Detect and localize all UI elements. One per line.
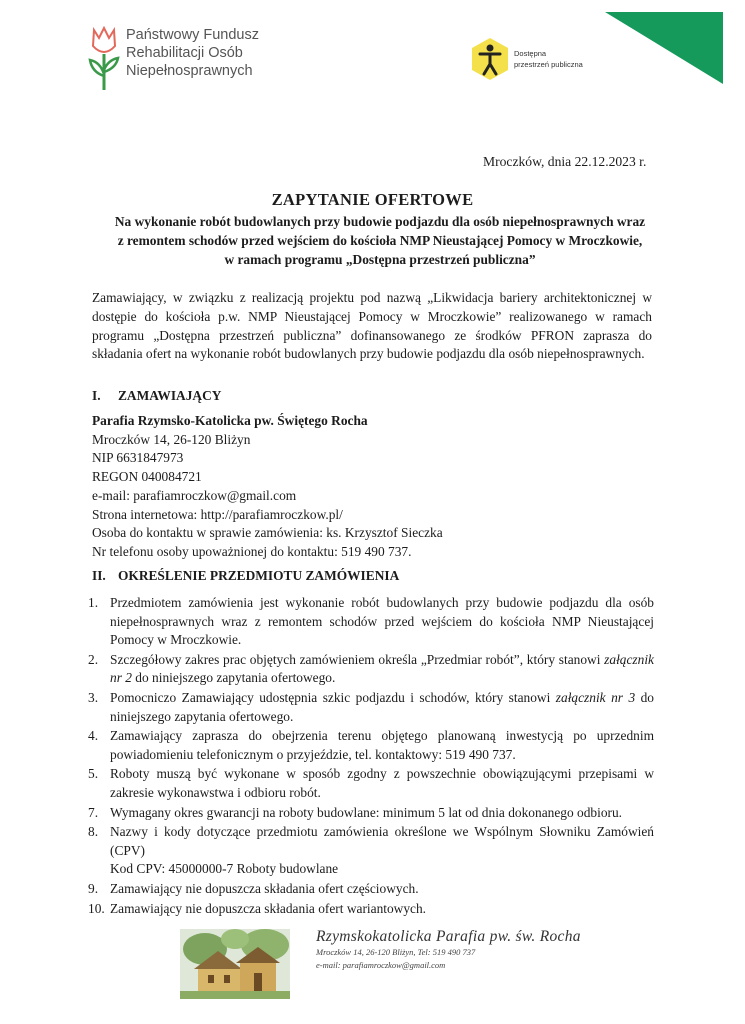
document-subtitle [80, 212, 680, 269]
order-items-list [88, 594, 654, 919]
item-text: Wymagany okres gwarancji na roboty budowlane: minimum 5 lat od dnia dokonanego odbioru. [110, 804, 623, 820]
list-item [88, 804, 654, 823]
item-text [110, 689, 654, 726]
pfron-logo [88, 26, 259, 92]
accessibility-figure-icon [470, 36, 510, 82]
corner-decoration [605, 12, 723, 84]
orderer-address: Mroczków 14, 26-120 Bliżyn [92, 431, 251, 447]
pfron-line-1: Państwowy Fundusz [126, 27, 259, 43]
orderer-details [92, 412, 443, 562]
orderer-nip: NIP 6631847973 [92, 450, 184, 466]
item-number: 10. [88, 900, 105, 916]
footer-address: Mroczków 14, 26-120 Bliżyn, Tel: 519 490 737 [316, 947, 476, 957]
section-number: II. [92, 568, 106, 583]
attachment-reference: załącznik nr 2 [110, 651, 654, 686]
item-text: Zamawiający nie dopuszcza składania ofert częściowych. [110, 880, 419, 896]
section-title: OKREŚLENIE PRZEDMIOTU ZAMÓWIENIA [118, 568, 400, 583]
subtitle-line-1: Na wykonanie robót budowlanych przy budowie podjazdu dla osób niepełnosprawnych wraz [114, 214, 646, 229]
subtitle-line-3: w ramach programu „Dostępna przestrzeń publiczna” [224, 252, 536, 267]
list-item [88, 651, 654, 688]
subtitle-line-2: z remontem schodów przed wejściem do kościoła NMP Nieustającej Pomocy w Mroczkowie, [117, 233, 643, 248]
orderer-phone: Nr telefonu osoby upoważnionej do kontaktu: 519 490 737. [92, 543, 412, 559]
footer-parish-name: Rzymskokatolicka Parafia pw. św. Rocha [316, 928, 581, 945]
list-item [88, 689, 654, 726]
attachment-reference: załącznik nr 3 [555, 689, 636, 705]
list-item [88, 765, 654, 802]
item-number: 7. [88, 804, 99, 820]
item-number: 4. [88, 728, 99, 744]
intro-paragraph: Zamawiający, w związku z realizacją projektu pod nazwą „Likwidacja bariery architektonicznej w dostępie do kościoła p.w. NMP Nieustającej Pomocy w Mroczkowie” realizowanego w ramach programu „Dostępna przestrzeń publiczna” dofinansowanego ze środków PFRON zaprasza do składania ofert na wykonanie robót budowlanych przy budowie podjazdu dla osób niepełnosprawnych. [92, 290, 652, 362]
orderer-website: Strona internetowa: http://parafiamroczkow.pl/ [92, 506, 343, 522]
item-text: Zamawiający nie dopuszcza składania ofert wariantowych. [110, 900, 427, 916]
list-item [88, 880, 654, 899]
orderer-name: Parafia Rzymsko-Katolicka pw. Świętego Rocha [92, 413, 368, 428]
church-photo [180, 929, 290, 999]
item-text [110, 651, 654, 688]
item-number: 1. [88, 595, 99, 610]
orderer-email: e-mail: parafiamroczkow@gmail.com [92, 487, 297, 503]
section-number: I. [92, 388, 101, 403]
cpv-code: Kod CPV: 45000000-7 Roboty budowlane [110, 861, 339, 877]
item-number: 2. [88, 651, 99, 667]
tulip-logo-icon [88, 26, 120, 92]
list-item [88, 900, 654, 919]
item-number: 9. [88, 880, 99, 896]
section-heading-orderer [92, 388, 221, 404]
pfron-line-2: Rehabilitacji Osób [126, 45, 243, 61]
list-item [88, 727, 654, 764]
orderer-regon: REGON 040084721 [92, 469, 202, 485]
item-number: 3. [88, 689, 99, 705]
item-text: Roboty muszą być wykonane w sposób zgodny z powszechnie obowiązującymi przepisami w zakresie wykonawstwa i odbioru robót. [110, 766, 654, 800]
item-number: 5. [88, 766, 99, 782]
section-title: ZAMAWIAJĄCY [118, 388, 222, 403]
orderer-contact: Osoba do kontaktu w sprawie zamówienia: ks. Krzysztof Sieczka [92, 525, 443, 541]
item-text: Przedmiotem zamówienia jest wykonanie robót budowlanych przy budowie podjazdu dla osób niepełnosprawnych wraz z remontem schodów przed wejściem do kościoła NMP Nieustającej Pomocy w Mroczkowie. [110, 595, 654, 648]
dpp-line-2: przestrzeń publiczna [514, 60, 583, 69]
document-title: ZAPYTANIE OFERTOWE [271, 190, 474, 209]
document-date: Mroczków, dnia 22.12.2023 r. [483, 154, 647, 169]
footer-email: e-mail: parafiamroczkow@gmail.com [316, 960, 446, 970]
item-text-part: do niniejszego zapytania ofertowego. [131, 670, 336, 686]
list-item [88, 594, 654, 650]
footer-stamp [316, 928, 581, 972]
item-text [110, 823, 654, 879]
item-number: 8. [88, 824, 99, 840]
item-text-part: Pomocniczo Zamawiający udostępnia szkic podjazdu i schodów, który stanowi [110, 689, 556, 705]
list-item [88, 823, 654, 879]
pfron-line-3: Niepełnosprawnych [126, 63, 253, 79]
section-heading-subject [92, 568, 399, 584]
item-text-part: Szczegółowy zakres prac objętych zamówieniem określa „Przedmiar robót”, który stanowi [110, 651, 605, 667]
item-text: Zamawiający zaprasza do obejrzenia terenu objętego planowaną inwestycją po uprzednim powiadomieniu telefonicznym o przyjeździe, tel. kontaktowy: 519 490 737. [110, 728, 654, 762]
item-text-part: Nazwy i kody dotyczące przedmiotu zamówienia określone we Wspólnym Słowniku Zamówień (CPV) [110, 824, 654, 858]
item-text-part: do niniejszego zapytania ofertowego. [110, 689, 654, 724]
dpp-line-1: Dostępna [514, 49, 547, 58]
dpp-logo [470, 36, 583, 82]
